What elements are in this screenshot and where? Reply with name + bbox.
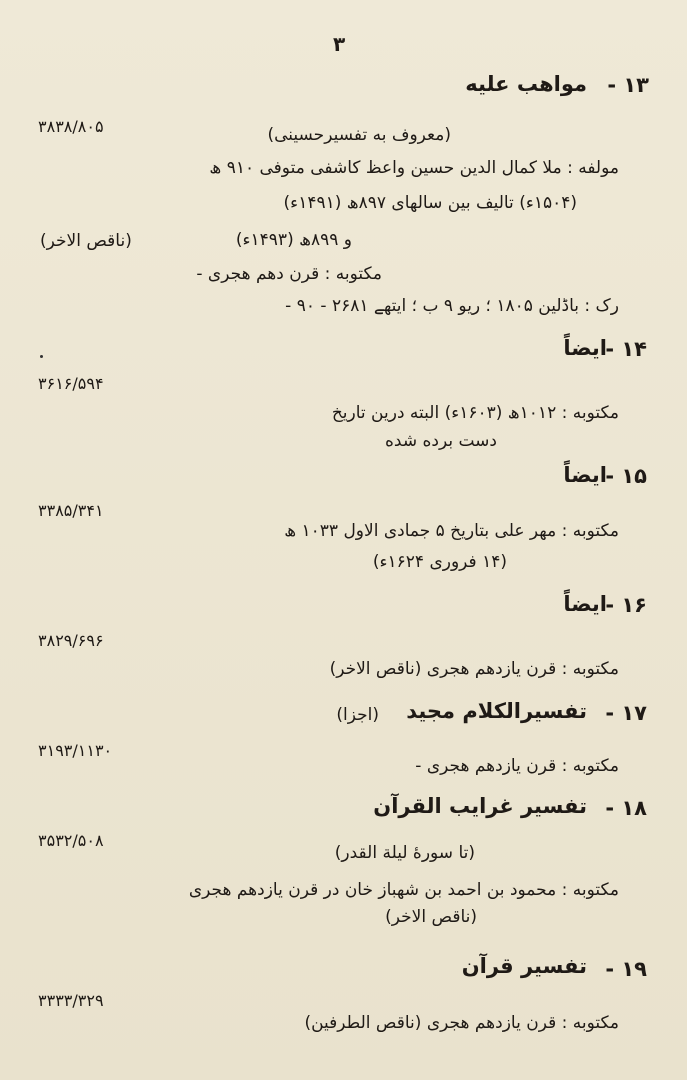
entry-16-line-1: مکتوبه : قرن یازدهم هجری (ناقص الاخر) xyxy=(329,659,619,679)
entry-17-title-suffix: (اجزا) xyxy=(336,705,379,725)
entry-14-line-2: دست برده شده xyxy=(385,431,497,451)
entry-18-title: تفسیر غرایب القرآن xyxy=(373,794,587,818)
entry-19-ref: ۳۳۳۳/۳۲۹ xyxy=(38,991,104,1010)
entry-17-title: تفسیرالکلام مجید xyxy=(406,699,587,723)
entry-15-title: ایضاً xyxy=(563,463,607,487)
entry-15-line-1: مکتوبه : مهر علی بتاریخ ۵ جمادی الاول ۱۰۳۳ ھ xyxy=(284,521,619,541)
entry-16-ref: ۳۸۲۹/۶۹۶ xyxy=(38,631,104,650)
entry-13-line-4: و ۸۹۹ھ (۱۴۹۳ء) xyxy=(235,230,352,250)
entry-15-number: ۱۵ - xyxy=(605,464,647,488)
entry-18-line-2: مکتوبه : محمود بن احمد بن شهباز خان در قرن یازدهم هجری xyxy=(188,880,619,900)
entry-14-line-1: مکتوبه : ۱۰۱۲ھ (۱۶۰۳ء) البته درین تاریخ xyxy=(331,403,619,423)
entry-19-line-1: مکتوبه : قرن یازدهم هجری (ناقص الطرفین) xyxy=(304,1013,619,1033)
entry-18-line-3: (ناقص الاخر) xyxy=(385,907,477,927)
entry-14-title: ایضاً xyxy=(563,336,607,360)
entry-16-title: ایضاً xyxy=(563,592,607,616)
entry-18-number: ۱۸ - xyxy=(605,796,647,820)
entry-19-number: ۱۹ - xyxy=(605,957,647,981)
entry-19-title: تفسیر قرآن xyxy=(461,954,587,978)
entry-13-title: مواهب علیه xyxy=(465,72,587,96)
entry-17-line-1: مکتوبه : قرن یازدهم هجری - xyxy=(415,756,619,776)
entry-13-line-1: (معروف به تفسیرحسینی) xyxy=(267,125,451,145)
entry-17-number: ۱۷ - xyxy=(605,701,647,725)
entry-13-ref: ۳۸۳۸/۸۰۵ xyxy=(38,117,104,136)
entry-13-line-3: (۱۵۰۴ء) تالیف بین سالهای ۸۹۷ھ (۱۴۹۱ء) xyxy=(283,193,577,213)
entry-18-ref: ۳۵۳۲/۵۰۸ xyxy=(38,831,104,850)
entry-15-ref: ۳۳۸۵/۳۴۱ xyxy=(38,501,104,520)
entry-13-number: ۱۳ - xyxy=(607,73,649,97)
entry-14-number: ۱۴ - xyxy=(605,337,647,361)
entry-13-line-6: مکتوبه : قرن دهم هجری - xyxy=(196,264,382,284)
entry-18-line-1: (تا سورهٔ لیلة القدر) xyxy=(334,843,475,863)
page-number: ۳ xyxy=(333,32,346,56)
entry-13-line-7: رک : باڈلین ۱۸۰۵ ؛ ریو ۹ ب ؛ ایتهے ۲۶۸۱ - ۹۰ - xyxy=(285,296,619,316)
entry-13-line-2: مولفه : ملا کمال الدین حسین واعظ کاشفی متوفی ۹۱۰ ھ xyxy=(209,158,619,178)
entry-15-line-2: (۱۴ فروری ۱۶۲۴ء) xyxy=(372,552,507,572)
ink-speck xyxy=(40,355,43,358)
entry-13-line-5: (ناقص الاخر) xyxy=(40,231,132,251)
entry-16-number: ۱۶ - xyxy=(605,593,647,617)
entry-17-ref: ۳۱۹۳/۱۱۳۰ xyxy=(38,741,113,760)
entry-14-ref: ۳۶۱۶/۵۹۴ xyxy=(38,374,104,393)
